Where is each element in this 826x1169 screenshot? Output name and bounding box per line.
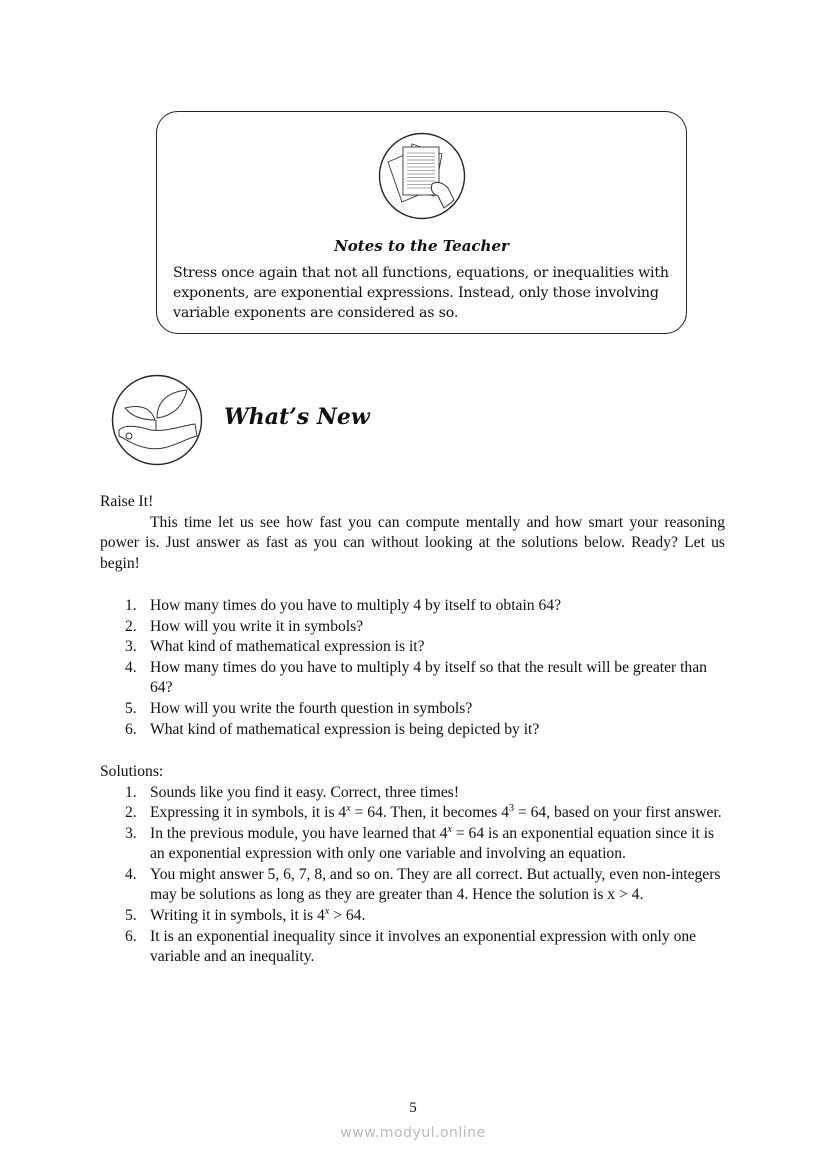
activity-heading: Raise It! <box>100 493 154 510</box>
list-item: 5. Writing it in symbols, it is $4^x > 64$. <box>125 906 366 925</box>
page-number: 5 <box>409 1100 417 1116</box>
list-item: 6. It is an exponential inequality since it involves an exponential expression with only one variable and an inequality. <box>125 927 697 966</box>
list-item: 5. How will you write the fourth question in symbols? <box>125 699 473 717</box>
section-title: What’s New <box>224 404 370 430</box>
list-item: 1. Sounds like you find it easy. Correct, three times! <box>125 783 460 801</box>
notes-text: Stress once again that not all functions, equations, or inequalities with exponents, are exponential expressions. Instead, only those involving variable exponents are considered as so. <box>173 265 669 321</box>
list-item: 1. How many times do you have to multiply 4 by itself to obtain 64? <box>125 597 562 614</box>
list-item: 2. How will you write it in symbols? <box>125 617 364 635</box>
list-item: 6. What kind of mathematical expression is being depicted by it? <box>125 720 540 738</box>
list-item: 4. You might answer 5, 6, 7, 8, and so on. They are all correct. But actually, even non-integers may be solutions as long as they are greater than 4. Hence the solution is x > 4. <box>125 865 721 904</box>
list-item: 3. In the previous module, you have learned that $4^x = 64$ is an exponential equation since it is an exponential expression with only one variable and involving an equation. <box>125 823 715 863</box>
list-item: 4. How many times do you have to multiply 4 by itself so that the result will be greater than 64? <box>125 658 707 697</box>
solutions-list <box>100 783 725 968</box>
notes-to-teacher-box <box>156 111 687 334</box>
list-item: 3. What kind of mathematical expression is it? <box>125 638 425 656</box>
papers-in-hand-icon <box>378 132 466 220</box>
hand-with-seedling-icon <box>111 374 203 466</box>
activity-intro: This time let us see how fast you can compute mentally and how smart your reasoning power is. Just answer as fast as you can without looking at the solutions below. Ready? Let us begin! <box>100 513 725 572</box>
watermark: www.modyul.online <box>340 1125 486 1141</box>
notes-title: Notes to the Teacher <box>334 237 509 255</box>
questions-list <box>100 596 725 740</box>
solutions-heading: Solutions: <box>100 763 164 780</box>
list-item: 2. Expressing it in symbols, it is $4^x = 64$. Then, it becomes $4^3 = 64$, based on your first answer. <box>125 803 722 822</box>
